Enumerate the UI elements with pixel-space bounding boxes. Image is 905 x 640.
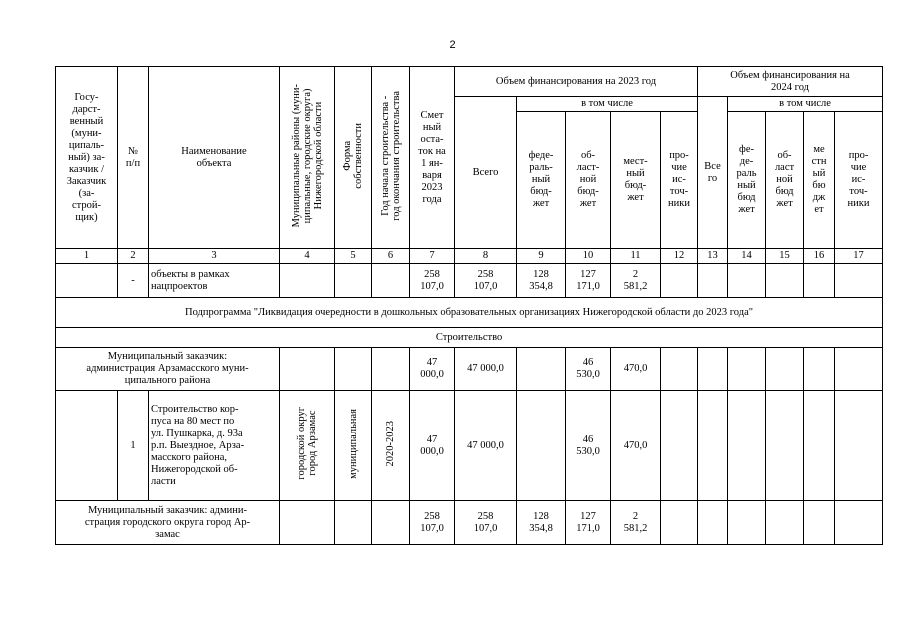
total-value: 258 107,0 [455,264,517,298]
col-num: 16 [804,249,835,264]
row-num: - [118,264,149,298]
subprogram-title: Подпрограмма "Ликвидация очередности в дошкольных образовательных организациях Нижегородской области до 2023 года" [56,298,883,328]
header-incl-2023: в том числе [517,97,698,112]
total-value: 47 000,0 [455,348,517,391]
header-federal-2024: фе- де- раль ный бюд жет [728,112,766,249]
regional-value: 46 530,0 [566,391,611,501]
header-district: Муниципальные районы (муни- ципальные, городские округа) Нижегородской области [280,67,335,249]
col-num: 7 [410,249,455,264]
header-other-2024: про- чие ис- точ- ники [835,112,883,249]
table-row [56,391,883,501]
header-regional-2023: об- ласт- ной бюд- жет [566,112,611,249]
estimate-value: 258 107,0 [410,501,455,545]
col-num: 2 [118,249,149,264]
total-value: 47 000,0 [455,391,517,501]
local-value: 470,0 [611,348,661,391]
col-num: 8 [455,249,517,264]
estimate-value: 47 000,0 [410,391,455,501]
col-num: 14 [728,249,766,264]
district-value: городской округ город Арзамас [280,391,335,501]
estimate-value: 258 107,0 [410,264,455,298]
header-years: Год начала строительства - год окончания строительства [372,67,410,249]
total-value: 258 107,0 [455,501,517,545]
column-number-row [56,249,883,264]
col-num: 5 [335,249,372,264]
col-num: 1 [56,249,118,264]
regional-value: 127 171,0 [566,501,611,545]
col-num: 12 [661,249,698,264]
header-local-2024: ме стн ый бю дж ет [804,112,835,249]
col-num: 11 [611,249,661,264]
regional-value: 127 171,0 [566,264,611,298]
header-ownership: Форма собственности [335,67,372,249]
col-num: 13 [698,249,728,264]
header-num: № п/п [118,67,149,249]
local-value: 470,0 [611,391,661,501]
federal-value: 128 354,8 [517,264,566,298]
header-estimate: Смет ный оста- ток на 1 ян- варя 2023 года [410,67,455,249]
header-total-2023: Всего [455,97,517,249]
local-value: 2 581,2 [611,264,661,298]
header-other-2023: про- чие ис- точ- ники [661,112,698,249]
col-num: 15 [766,249,804,264]
federal-value: 128 354,8 [517,501,566,545]
col-num: 4 [280,249,335,264]
table-row [56,264,883,298]
local-value: 2 581,2 [611,501,661,545]
col-num: 3 [149,249,280,264]
estimate-value: 47 000,0 [410,348,455,391]
header-fin-2024: Объем финансирования на 2024 год [698,67,883,97]
header-object-name: Наименование объекта [149,67,280,249]
row-num: 1 [118,391,149,501]
header-customer: Госу- дарст- венный (муни- ципаль- ный) за- казчик / Заказчик (за- строй- щик) [56,67,118,249]
table-row [56,348,883,391]
header-federal-2023: феде- раль- ный бюд- жет [517,112,566,249]
col-num: 6 [372,249,410,264]
header-incl-2024: в том числе [728,97,883,112]
object-name: объекты в рамках нацпроектов [149,264,280,298]
col-num: 17 [835,249,883,264]
page-number: 2 [449,39,456,51]
ownership-value: муниципальная [335,391,372,501]
customer-name: Муниципальный заказчик: администрация Арзамасского муни- ципального района [56,348,280,391]
section-title: Строительство [56,328,883,348]
customer-name: Муниципальный заказчик: админи- страция городского округа город Ар- замас [56,501,280,545]
financing-table [55,66,883,545]
header-total-2024: Все го [698,97,728,249]
years-value: 2020-2023 [372,391,410,501]
header-fin-2023: Объем финансирования на 2023 год [455,67,698,97]
regional-value: 46 530,0 [566,348,611,391]
table-row [56,501,883,545]
header-regional-2024: об- ласт ной бюд жет [766,112,804,249]
object-name: Строительство кор- пуса на 80 мест по ул. Пушкарка, д. 93а р.п. Выездное, Арза- масского района, Нижегородской об- ласти [149,391,280,501]
col-num: 9 [517,249,566,264]
header-local-2023: мест- ный бюд- жет [611,112,661,249]
col-num: 10 [566,249,611,264]
